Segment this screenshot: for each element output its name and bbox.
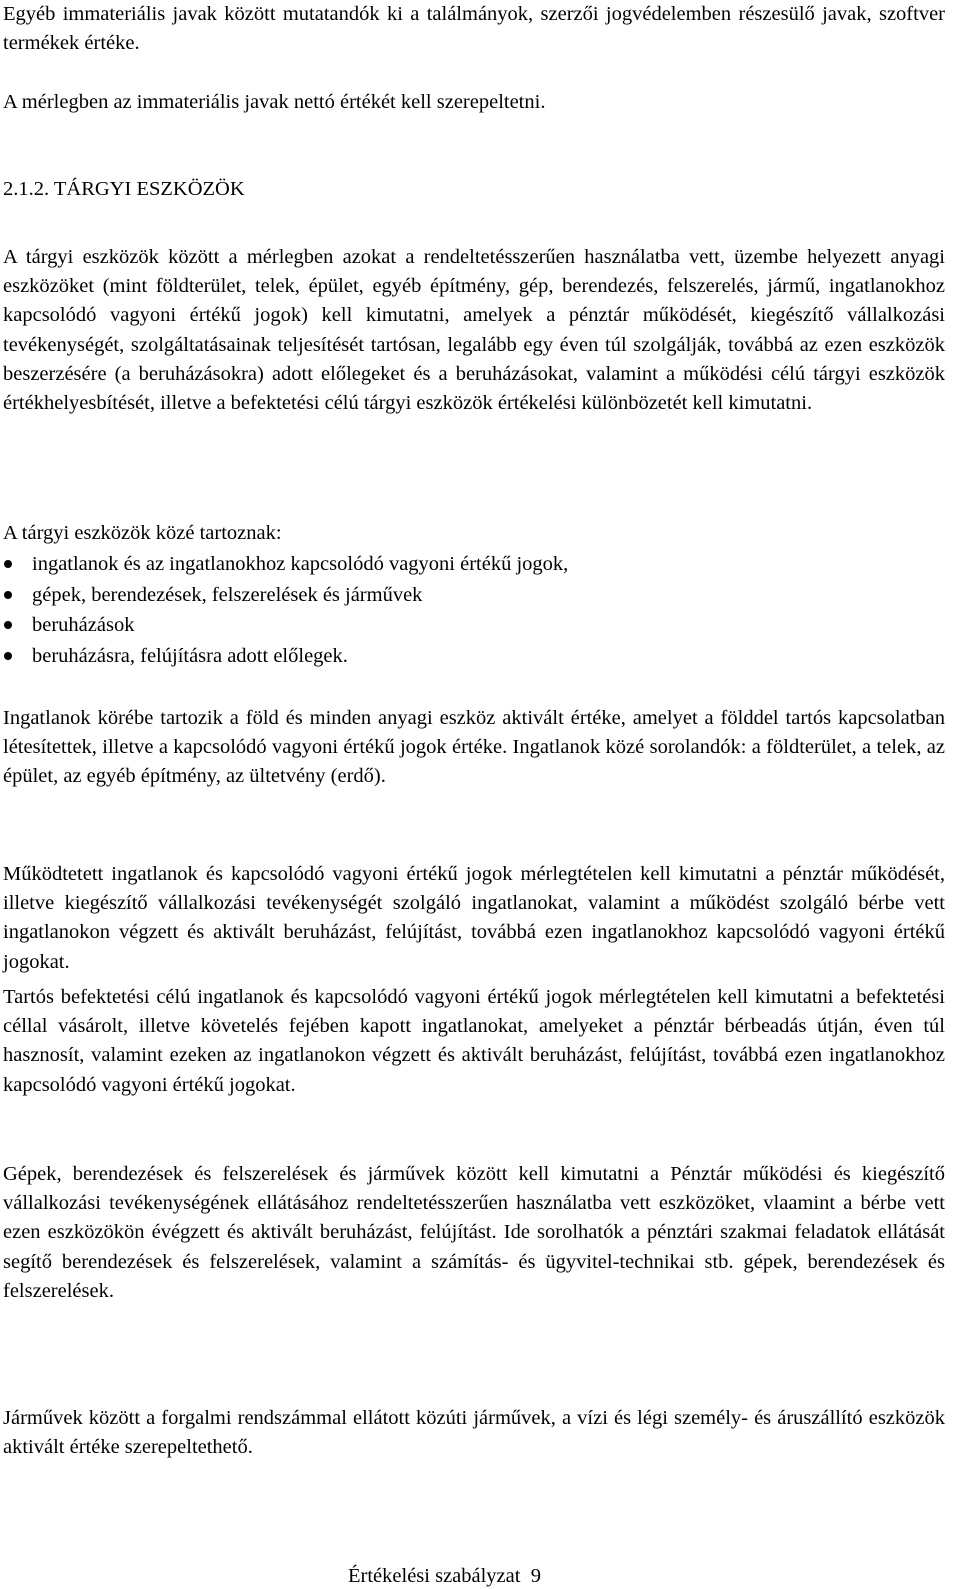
page-footer [348,1563,541,1589]
footer-title: Értékelési szabályzat [348,1565,521,1587]
bullet-icon [4,621,12,629]
list-item-text: gépek, berendezések, felszerelések és járművek [32,583,423,606]
list-item [3,580,945,611]
list-item [3,610,945,641]
paragraph-intangibles: Egyéb immateriális javak között mutatandók ki a találmányok, szerzői jogvédelemben részesülő javak, szoftver termékek értéke. [3,3,945,55]
bullet-icon [4,591,12,599]
list-item [3,549,945,580]
paragraph-machinery: Gépek, berendezések és felszerelések és járművek között kell kimutatni a Pénztár működési és kiegészítő vállalkozási tevékenységének ellátásához rendeltetésszerűen használatba vett eszközöket, vlaamint a bérbe vett ezen eszközökön évégzett és aktivált beruházást, felújítást. Ide sorolhatók a pénztári szakmai feladatok ellátását segítő berendezések és felszerelések, valamint a számítás- és ügyvitel-technikai stb. gépek, berendezések és felszerelések. [3,1163,945,1302]
paragraph-vehicles: Járművek között a forgalmi rendszámmal ellátott közúti járművek, a vízi és légi személy- és áruszállító eszközök aktivált értéke szerepeltethető. [3,1407,945,1459]
paragraph-investment-real-estate: Tartós befektetési célú ingatlanok és kapcsolódó vagyoni értékű jogok mérlegtételen kell kimutatni a befektetési céllal vásárolt, illetve követelés fejében kapott ingatlanokat, amelyeket a pénztár bérbeadás útján, éven túl hasznosít, valamint ezeken az ingatlanokon végzett és aktivált beruházást, felújítást, továbbá ezen ingatlanokhoz kapcsolódó vagyoni értékű jogokat. [3,986,945,1096]
paragraph-tangible-assets: A tárgyi eszközök között a mérlegben azokat a rendeltetésszerűen használatba vett, üzembe helyezett anyagi eszközöket (mint földterület, telek, épület, egyéb építmény, gép, berendezés, felszerelés, jármű, ingatlanokhoz kapcsolódó vagyoni értékű jogok) kell kimutatni, amelyek a pénztár működését, kiegészítő vállalkozási tevékenységét, szolgáltatásainak teljesítését tartósan, legalább egy éven túl szolgálják, továbbá az ezen eszközök beszerzésére (a beruházásokra) adott előlegeket és a beruházásokat, valamint a működési célú tárgyi eszközök értékhelyesbítését, illetve a befektetési célú tárgyi eszközök értékelési különbözetét kell kimutatni. [3,246,945,415]
section-heading: 2.1.2. TÁRGYI ESZKÖZÖK [3,178,245,200]
paragraph-operated-real-estate: Működtetett ingatlanok és kapcsolódó vagyoni értékű jogok mérlegtételen kell kimutatni a pénztár működését, illetve kiegészítő vállalkozási tevékenységét szolgáló ingatlanokat, valamint a működést szolgáló bérbe vett ingatlanokon végzett és aktivált beruházást, felújítást, továbbá ezen ingatlanokhoz kapcsolódó vagyoni értékű jogokat. [3,863,945,973]
paragraph-list-intro: A tárgyi eszközök közé tartoznak: [3,522,282,544]
list-item-text: beruházások [32,614,135,636]
paragraph-real-estate: Ingatlanok körébe tartozik a föld és minden anyagi eszköz aktivált értéke, amelyet a földdel tartós kapcsolatban létesítettek, illetve a kapcsolódó vagyoni értékű jogok értéke. Ingatlanok közé sorolandók: a földterület, a telek, az épület, az egyéb építmény, az ültetvény (erdő). [3,707,945,788]
list-item-text: ingatlanok és az ingatlanokhoz kapcsolódó vagyoni értékű jogok, [32,553,569,575]
paragraph-net-value: A mérlegben az immateriális javak nettó értékét kell szerepeltetni. [3,91,546,113]
bullet-icon [4,560,12,568]
page-number: 9 [530,1565,541,1587]
list-item [3,641,945,672]
list-item-text: beruházásra, felújításra adott előlegek. [32,644,348,667]
bullet-list [3,549,945,671]
bullet-icon [4,652,12,660]
